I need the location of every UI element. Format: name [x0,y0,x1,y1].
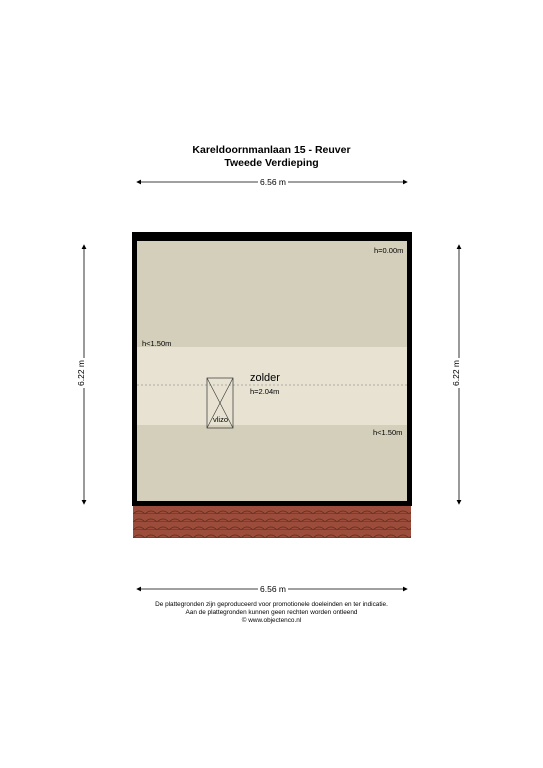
bottom-dimension-label: 6.56 m [260,584,286,594]
room-name-label: zolder [250,372,280,384]
height-label-upper-left: h<1.50m [142,339,172,348]
right-dimension-label: 6.22 m [451,360,461,386]
address-title: Kareldoornmanlaan 15 - Reuver [192,144,351,156]
disclaimer-line-2: Aan de plattegronden kunnen geen rechten worden ontleend [185,609,358,616]
floor-title: Tweede Verdieping [224,157,319,169]
room-height-label: h=2.04m [250,387,280,396]
copyright-line: © www.objectenco.nl [241,617,302,624]
hatch-label: vlizo [213,415,229,424]
floor-plan [132,232,412,506]
height-label-top-right: h=0.00m [374,246,404,255]
plan-overlay [132,232,412,506]
height-label-lower-right: h<1.50m [373,428,403,437]
disclaimer-line-1: De plattegronden zijn geproduceerd voor promotionele doeleinden en ter indicatie. [155,601,388,608]
left-dimension-label: 6.22 m [76,360,86,386]
top-dimension-label: 6.56 m [260,177,286,187]
